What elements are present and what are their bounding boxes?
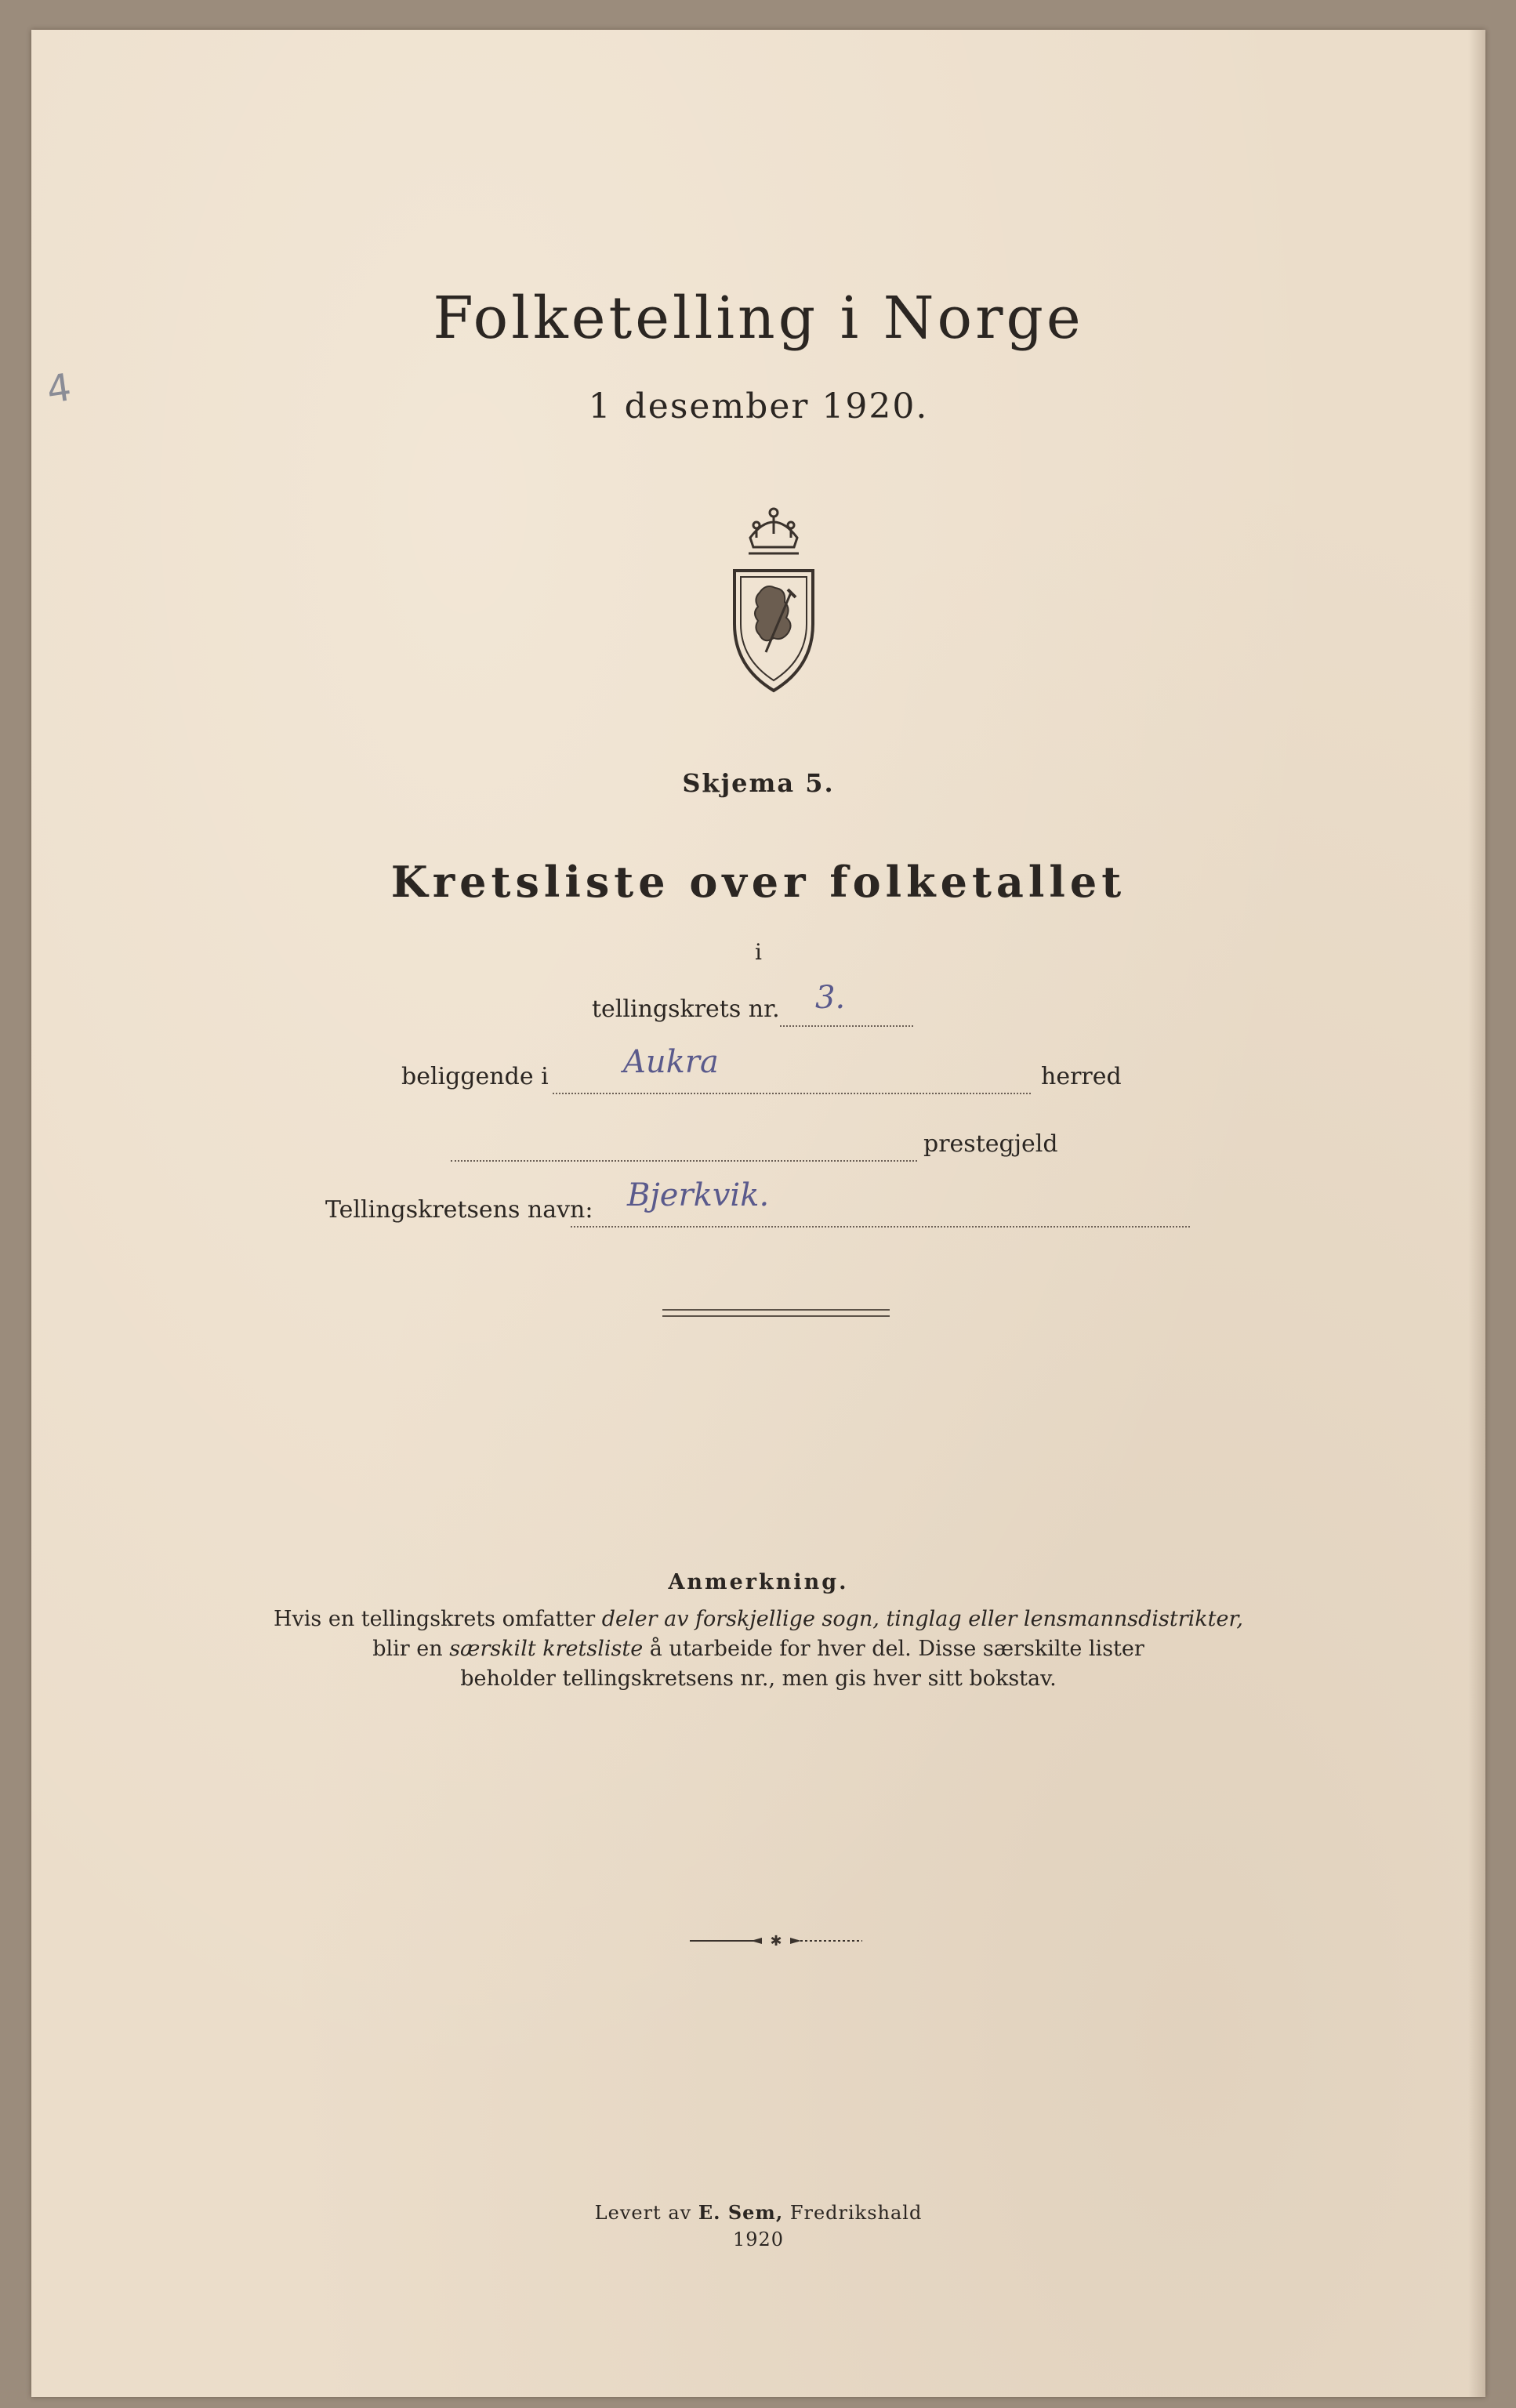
note-line-2-text-c: å utarbeide for hver del. Disse særskilte lister: [643, 1637, 1144, 1661]
note-line-2-emphasis: særskilt kretsliste: [449, 1637, 644, 1661]
note-line-2-text-a: blir en: [372, 1637, 450, 1661]
navn-value[interactable]: Bjerkvik.: [627, 1177, 770, 1213]
note-title: Anmerkning.: [668, 1570, 849, 1594]
beliggende-value[interactable]: Aukra: [623, 1044, 719, 1080]
svg-text:✱: ✱: [770, 1933, 782, 1949]
heading-preposition: i: [755, 939, 762, 965]
beliggende-label: beliggende i: [401, 1063, 549, 1090]
navn-label: Tellingskretsens navn:: [325, 1196, 593, 1224]
page-edge-shadow: [1468, 30, 1485, 2397]
form-heading: Kretsliste over folketallet: [390, 857, 1126, 907]
printer-credit-text-a: Levert av: [594, 2202, 698, 2224]
prestegjeld-dotted-line: [451, 1160, 917, 1162]
tellingskrets-label: tellingskrets nr.: [592, 995, 780, 1023]
printer-credit-text-c: Fredrikshald: [783, 2202, 923, 2224]
note-line-3: beholder tellingskretsens nr., men gis hver sitt bokstav.: [460, 1666, 1057, 1691]
schema-number: Skjema 5.: [682, 768, 835, 798]
separator-rule-bottom: [662, 1315, 890, 1317]
note-line-1: [31, 1607, 1485, 1631]
ornament-divider-icon: [690, 1933, 862, 1949]
note-line-1-text: Hvis en tellingskrets omfatter: [273, 1607, 602, 1631]
separator-rule-top: [662, 1309, 890, 1311]
prestegjeld-label: prestegjeld: [923, 1130, 1058, 1158]
beliggende-dotted-line: [553, 1093, 1031, 1094]
printer-name: E. Sem,: [698, 2201, 784, 2224]
census-form-page: [31, 30, 1485, 2397]
tellingskrets-value[interactable]: 3.: [815, 980, 846, 1016]
printer-credit: [31, 2201, 1485, 2224]
margin-pencil-mark: 4: [44, 365, 74, 412]
tellingskrets-dotted-line: [780, 1025, 913, 1027]
norwegian-coat-of-arms-icon: [719, 499, 829, 694]
note-line-2: [31, 1637, 1485, 1661]
document-title: Folketelling i Norge: [433, 285, 1084, 352]
herred-label: herred: [1041, 1063, 1122, 1090]
printer-year: 1920: [732, 2228, 785, 2250]
navn-dotted-line: [571, 1226, 1190, 1228]
note-line-1-emphasis: deler av forskjellige sogn, tinglag eller lensmannsdistrikter,: [601, 1607, 1244, 1631]
document-date: 1 desember 1920.: [588, 386, 929, 426]
